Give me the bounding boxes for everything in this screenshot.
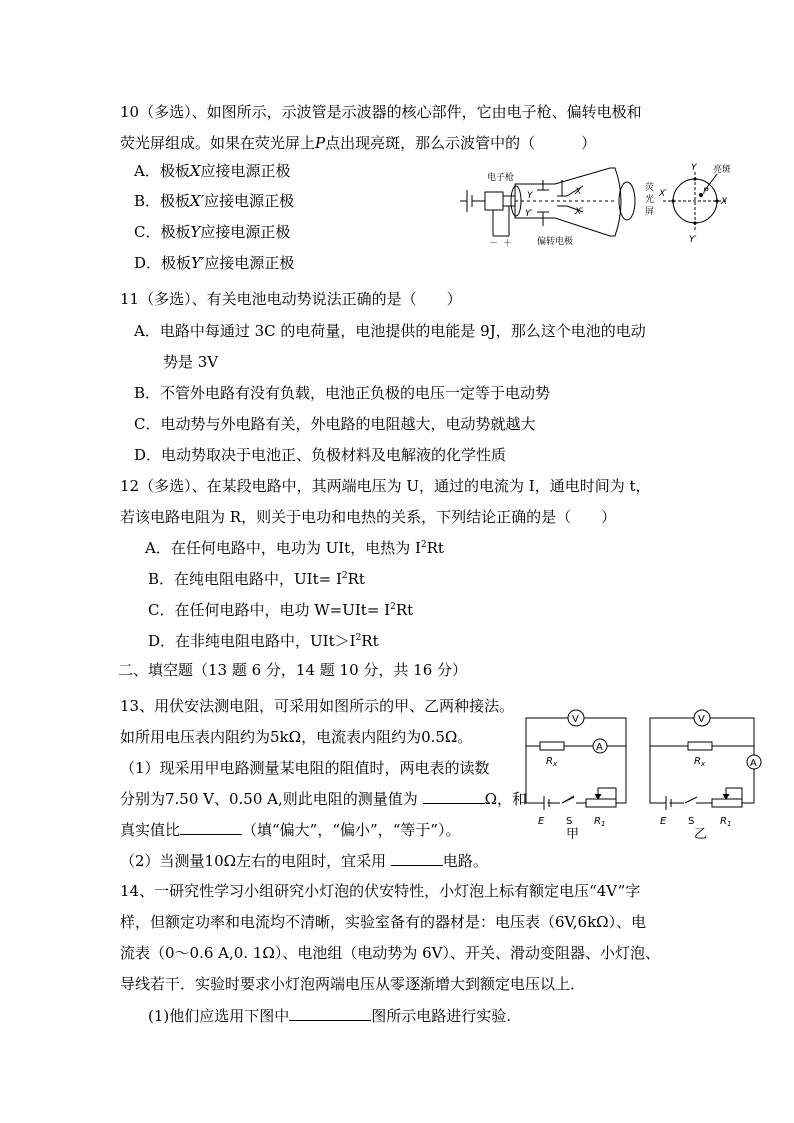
q12-option-b: B．在纯电阻电路中，$UIt= I^2Rt$	[148, 570, 365, 588]
q11-option-b: B．不管外电路有没有负载，电池正负极的电压一定等于电动势	[134, 384, 551, 402]
q11-option-a-line2: 势是 3V	[163, 353, 219, 371]
label-screen-3: 屏	[645, 207, 655, 217]
label-y-top: Y	[691, 163, 697, 173]
q10-option-c: C．极板Y应接电源正极	[134, 223, 291, 241]
section-2-heading: 二、填空题（13 题 6 分，14 题 10 分，共 16 分）	[118, 661, 468, 679]
s-label-jia: S	[566, 816, 573, 827]
e-label-yi: E	[660, 816, 667, 827]
q14-line4: 导线若干．实验时要求小灯泡两端电压从零逐渐增大到额定电压以上．	[120, 975, 586, 993]
q13-line1: 13、用伏安法测电阻，可采用如图所示的甲、乙两种接法。	[120, 697, 515, 715]
q10-option-d: D．极板Y′应接电源正极	[134, 254, 295, 272]
label-deflection-plates: 偏转电极	[537, 237, 574, 247]
q13-line2: 如所用电压表内阻约为5kΩ，电流表内阻约为0.5Ω。	[120, 728, 473, 746]
label-x-plate: X	[575, 187, 582, 197]
label-yp-bottom: Y′	[689, 235, 697, 245]
label-screen-1: 荧	[645, 183, 655, 193]
q12-option-d: D．在非纯电阻电路中，$UIt>I^2Rt$	[148, 632, 379, 650]
label-electron-gun: 电子枪	[487, 173, 515, 183]
q10-option-b: B．极板X′应接电源正极	[134, 192, 295, 210]
ammeter-label-yi: A	[750, 758, 757, 769]
oscilloscope-tube-figure	[455, 160, 740, 250]
q11-option-a-line1: A．电路中每通过 3C 的电荷量，电池提供的电能是 9J，那么这个电池的电动	[134, 322, 646, 340]
q13-line5: 真实值比 （填“偏大”，“偏小”，“等于”）。	[120, 821, 461, 839]
q14-line3: 流表（0～0.6 A,0. 1Ω）、电池组（电动势为 6V）、开关、滑动变阻器、小灯泡、	[120, 944, 660, 962]
q13-answer-blank-2[interactable]	[180, 820, 242, 835]
circuit-yi-label: 乙	[694, 827, 708, 842]
q11-option-c: C．电动势与外电路有关，外电路的电阻越大，电动势就越大	[134, 415, 536, 433]
voltmeter-label-yi: V	[698, 714, 705, 725]
label-p: P	[703, 187, 709, 197]
r1-label-yi: $R_1$	[720, 816, 732, 828]
q13-line6: （2）当测量10Ω左右的电阻时，宜采用 电路。	[120, 852, 488, 870]
label-xp-plate: X′	[575, 207, 584, 217]
rx-label-jia: $R_x$	[546, 756, 558, 768]
q14-line5: (1)他们应选用下图中 图所示电路进行实验.	[148, 1007, 512, 1025]
q14-answer-blank[interactable]	[289, 1006, 371, 1021]
circuit-figure	[520, 704, 760, 842]
q10-option-a: A．极板X应接电源正极	[134, 162, 291, 180]
q12-stem-line1: 12（多选）、在某段电路中，其两端电压为 U，通过的电流为 I，通电时间为 t，	[120, 477, 651, 495]
q13-answer-blank-1[interactable]	[423, 789, 485, 804]
q13-answer-blank-3[interactable]	[391, 851, 443, 866]
q14-line1: 14、一研究性学习小组研究小灯泡的伏安特性，小灯泡上标有额定电压“4V”字	[120, 882, 641, 900]
s-label-yi: S	[688, 816, 695, 827]
label-minus: －	[489, 239, 499, 249]
ammeter-label-jia: A	[596, 742, 603, 753]
q12-option-a: A．在任何电路中，电功为 UIt，电热为 $I^2Rt$	[145, 539, 444, 557]
q12-option-c: C．在任何电路中，电功 $W=UIt= I^2Rt$	[148, 601, 414, 619]
label-bright-spot: 亮斑	[713, 165, 732, 175]
q10-stem-line2: 荧光屏组成。如果在荧光屏上P点出现亮斑，那么示波管中的（ ）	[120, 134, 597, 152]
label-yp-left: Y′	[525, 209, 533, 219]
q13-line4: 分别为7.50 V、0.50 A,则此电阻的测量值为 Ω，和	[120, 790, 527, 808]
label-plus: ＋	[503, 239, 513, 249]
label-xp-left: X′	[659, 189, 668, 199]
r1-label-jia: $R_1$	[594, 816, 606, 828]
q12-stem-line2: 若该电路电阻为 R，则关于电功和电热的关系，下列结论正确的是（ ）	[120, 508, 617, 526]
q10-stem-line1: 10（多选）、如图所示，示波管是示波器的核心部件，它由电子枪、偏转电极和	[120, 103, 642, 121]
voltmeter-label-jia: V	[572, 714, 579, 725]
q14-line2: 样，但额定功率和电流均不清晰，实验室备有的器材是：电压表（6V,6kΩ）、电	[120, 913, 647, 931]
e-label-jia: E	[538, 816, 545, 827]
label-screen-2: 光	[645, 195, 655, 205]
q13-line3: （1）现采用甲电路测量某电阻的阻值时，两电表的读数	[120, 759, 490, 777]
q11-stem: 11（多选）、有关电池电动势说法正确的是（ ）	[120, 290, 462, 308]
label-x-right: X	[721, 197, 728, 207]
rx-label-yi: $R_x$	[694, 756, 706, 768]
label-y-left: Y	[527, 191, 533, 201]
q11-option-d: D．电动势取决于电池正、负极材料及电解液的化学性质	[134, 446, 507, 464]
circuit-jia-label: 甲	[566, 827, 580, 842]
